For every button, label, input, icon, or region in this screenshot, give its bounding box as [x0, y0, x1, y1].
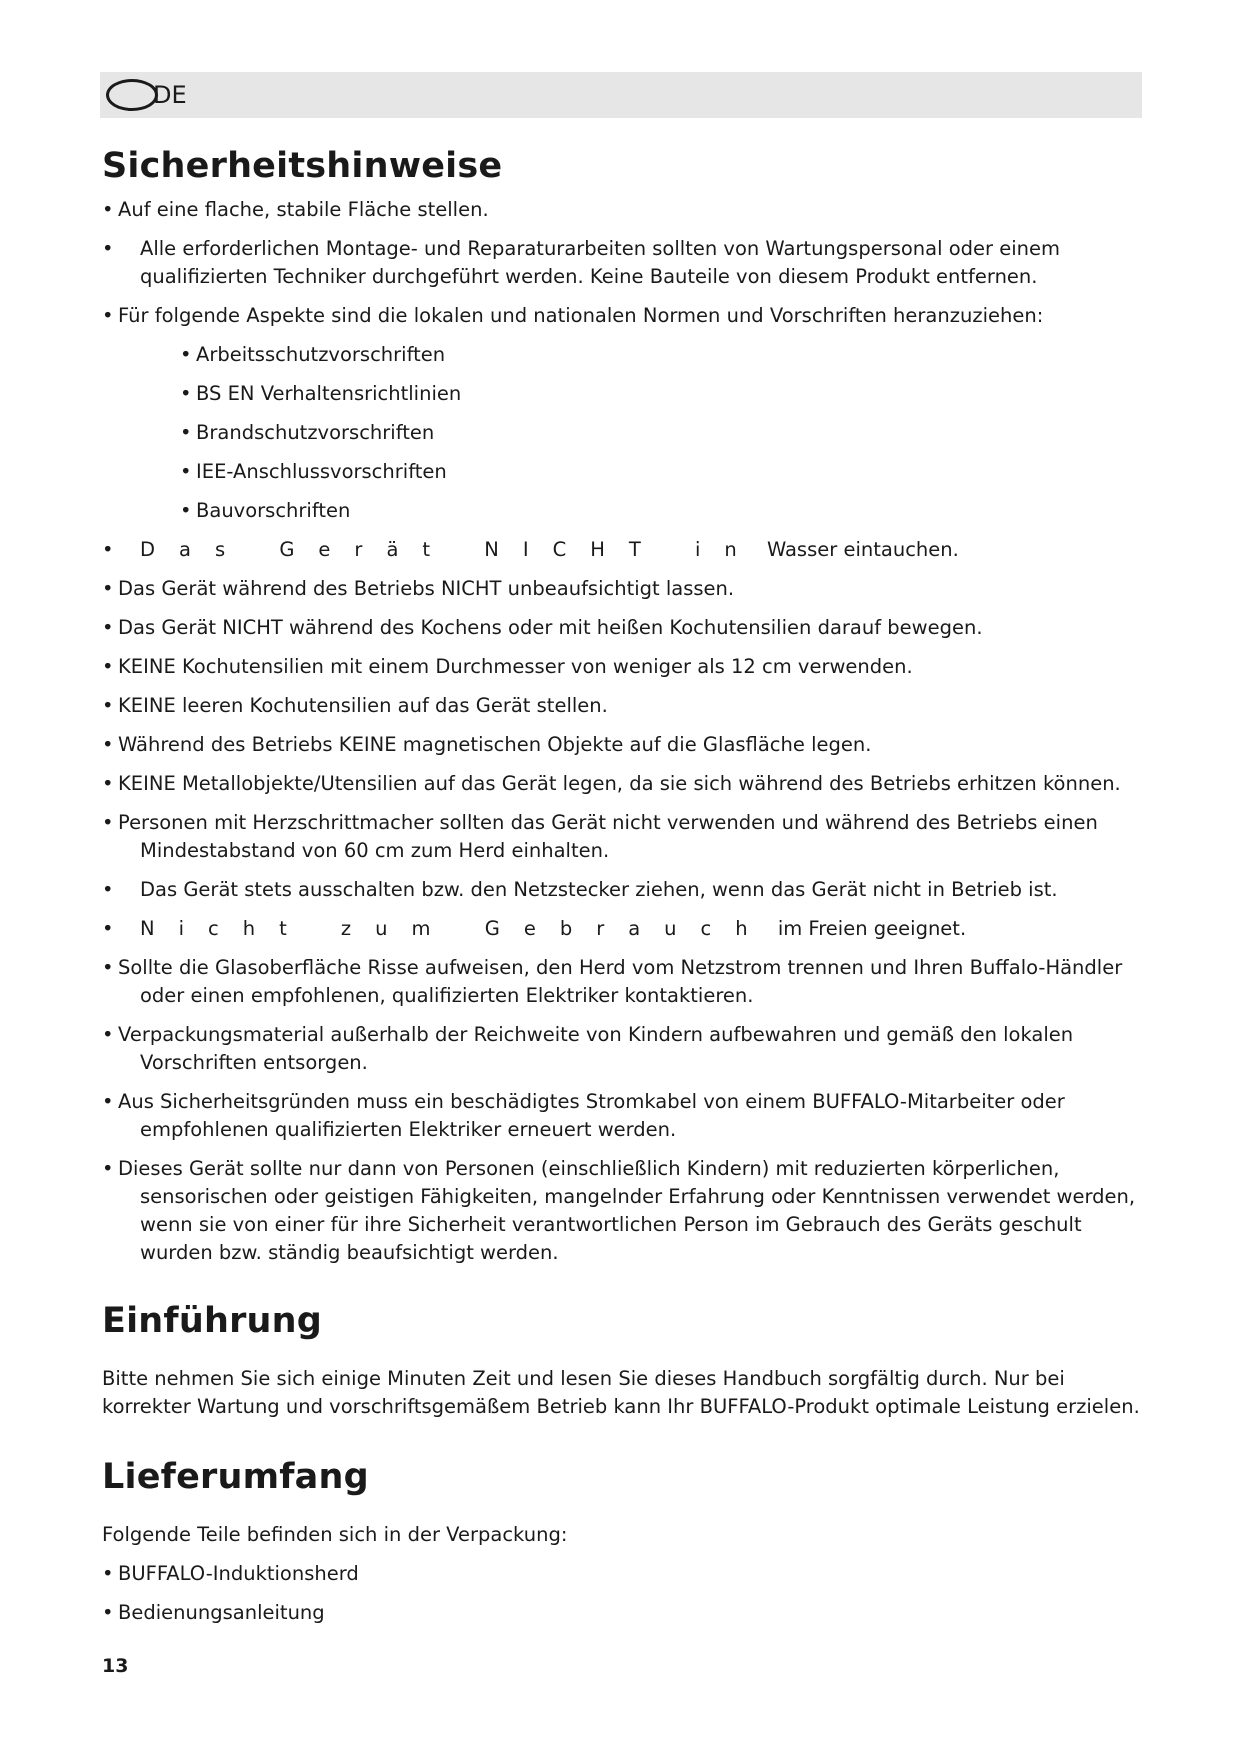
section-title-contents: Lieferumfang: [102, 1457, 369, 1497]
sub-list-item: • Brandschutzvorschriften: [180, 421, 435, 444]
contents-list: [102, 1560, 1142, 1627]
list-item: • Verpackungsmaterial außerhalb der Reichweite von Kindern aufbewahren und gemäß den lokalen Vorschriften entsorgen.: [102, 1023, 1074, 1074]
language-code: DE: [153, 81, 187, 109]
list-item: • Das Gerät stets ausschalten bzw. den Netzstecker ziehen, wenn das Gerät nicht in Betrieb ist.: [102, 878, 1058, 901]
list-item: • Aus Sicherheitsgründen muss ein beschädigtes Stromkabel von einem BUFFALO-Mitarbeiter oder empfohlenen qualifizierten Elektriker erneuert werden.: [102, 1090, 1065, 1141]
language-badge-oval: [106, 79, 158, 111]
list-item: • Alle erforderlichen Montage- und Reparaturarbeiten sollten von Wartungspersonal oder einem qualifizierten Techniker durchgeführt werden. Keine Bauteile von diesem Produkt entfernen.: [102, 237, 1061, 288]
contents-intro: Folgende Teile befinden sich in der Verpackung:: [102, 1523, 568, 1546]
list-item: • Bedienungsanleitung: [102, 1601, 325, 1624]
page-number: 13: [102, 1655, 129, 1677]
sub-list-item: • Arbeitsschutzvorschriften: [180, 343, 446, 366]
list-item: • Auf eine flache, stabile Fläche stellen.: [102, 198, 489, 221]
sub-list-item: • Bauvorschriften: [180, 499, 351, 522]
list-item: • KEINE leeren Kochutensilien auf das Gerät stellen.: [102, 694, 608, 717]
list-item: • Während des Betriebs KEINE magnetischen Objekte auf die Glasfläche legen.: [102, 733, 872, 756]
language-header-bar: [100, 72, 1142, 118]
list-item: • BUFFALO-Induktionsherd: [102, 1562, 359, 1585]
list-item: • Das Gerät NICHT während des Kochens oder mit heißen Kochutensilien darauf bewegen.: [102, 616, 983, 639]
sub-list-item: • BS EN Verhaltensrichtlinien: [180, 382, 462, 405]
list-item: • Dieses Gerät sollte nur dann von Personen (einschließlich Kindern) mit reduzierten körperlichen, sensorischen oder geistigen Fähigkeiten, mangelnder Erfahrung oder Kenntnissen verwendet werden, wenn sie von einer für ihre Sicherheit verantwortlichen Person im Gebrauch des Geräts geschult wurden bzw. ständig beaufsichtigt werden.: [102, 1157, 1136, 1264]
list-item: • Für folgende Aspekte sind die lokalen und nationalen Normen und Vorschriften heranzuziehen:: [102, 304, 1044, 327]
list-item: • Personen mit Herzschrittmacher sollten das Gerät nicht verwenden und während des Betriebs einen Mindestabstand von 60 cm zum Herd einhalten.: [102, 811, 1098, 862]
intro-paragraph: Bitte nehmen Sie sich einige Minuten Zeit und lesen Sie dieses Handbuch sorgfältig durch. Nur bei korrekter Wartung und vorschriftsgemäßem Betrieb kann Ihr BUFFALO-Produkt optimale Leistung erzielen.: [102, 1367, 1140, 1418]
list-item: • Das Gerät NICHT in Wasser eintauchen.: [102, 538, 959, 561]
list-item: • Nicht zum Gebrauch im Freien geeignet.: [102, 917, 967, 940]
sub-list-item: • IEE-Anschlussvorschriften: [180, 460, 447, 483]
list-item: • KEINE Kochutensilien mit einem Durchmesser von weniger als 12 cm verwenden.: [102, 655, 913, 678]
safety-list: [102, 196, 1142, 1267]
list-item: • Das Gerät während des Betriebs NICHT unbeaufsichtigt lassen.: [102, 577, 735, 600]
section-title-safety: Sicherheitshinweise: [102, 146, 503, 186]
page-content: [102, 140, 1142, 1627]
list-item: • KEINE Metallobjekte/Utensilien auf das Gerät legen, da sie sich während des Betriebs erhitzen können.: [102, 772, 1121, 795]
section-title-intro: Einführung: [102, 1301, 323, 1341]
list-item: • Sollte die Glasoberfläche Risse aufweisen, den Herd vom Netzstrom trennen und Ihren Buffalo-Händler oder einen empfohlenen, qualifizierten Elektriker kontaktieren.: [102, 956, 1123, 1007]
